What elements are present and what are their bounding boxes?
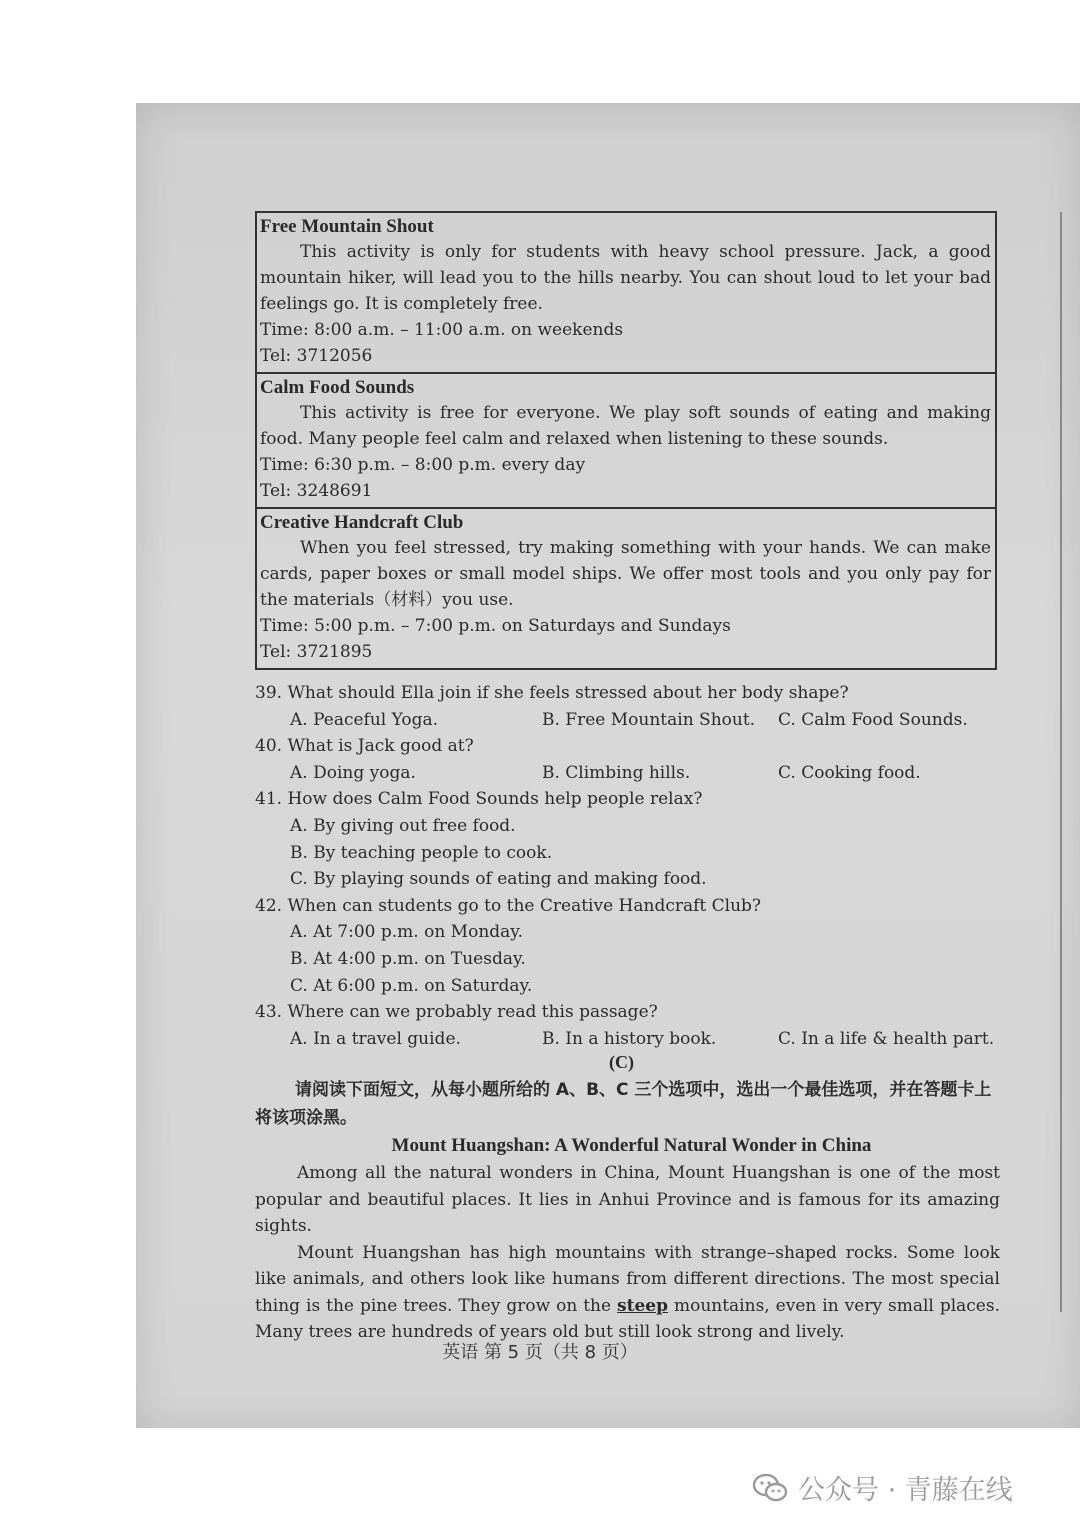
option-b: B. In a history book. xyxy=(542,1028,717,1049)
option-b: B. Climbing hills. xyxy=(542,762,691,783)
ad-body: When you feel stressed, try making something with your hands. We can make cards, paper boxes or small model ships. We offer most tools and you only pay for the materials（材料）you use. xyxy=(260,538,991,610)
question-41: 41. How does Calm Food Sounds help people relax? xyxy=(255,789,703,810)
option-b: B. Free Mountain Shout. xyxy=(542,709,756,730)
ad-tel: Tel: 3721895 xyxy=(260,642,373,662)
options-40 xyxy=(255,760,1000,787)
ad-title: Creative Handcraft Club xyxy=(260,512,464,533)
ad-creative-handcraft-club xyxy=(257,509,995,668)
ad-calm-food-sounds xyxy=(257,374,995,509)
section-c xyxy=(255,1048,1000,1346)
paragraph-text: Mount Huangshan has high mountains with strange–shaped rocks. Some look like animals, and others look like humans from different directions. The most special thing is the pine trees. They grow on the xyxy=(255,1242,1000,1316)
option-a: A. Peaceful Yoga. xyxy=(290,709,439,730)
section-instruction: 请阅读下面短文，从每小题所给的 A、B、C 三个选项中，选出一个最佳选项，并在答题卡上将该项涂黑。 xyxy=(255,1080,992,1128)
activity-table xyxy=(255,211,997,670)
ad-body: This activity is only for students with heavy school pressure. Jack, a good mountain hiker, will lead you to the hills nearby. You can shout loud to let your bad feelings go. It is completely free. xyxy=(260,242,991,314)
ad-body: This activity is free for everyone. We play soft sounds of eating and making food. Many people feel calm and relaxed when listening to these sounds. xyxy=(260,403,991,449)
section-label: (C) xyxy=(609,1052,634,1072)
question-39: 39. What should Ella join if she feels stressed about her body shape? xyxy=(255,683,849,703)
option-c: C. Cooking food. xyxy=(778,762,921,783)
option-a: A. In a travel guide. xyxy=(290,1028,461,1049)
option-c: C. Calm Food Sounds. xyxy=(778,709,968,730)
question-list xyxy=(255,680,1000,1052)
option-b: B. By teaching people to cook. xyxy=(290,842,553,863)
watermark-text: 公众号 · 青藤在线 xyxy=(798,1475,1013,1506)
question-40: 40. What is Jack good at? xyxy=(255,736,474,757)
ad-tel: Tel: 3248691 xyxy=(260,481,373,501)
passage-paragraph-1: Among all the natural wonders in China, Mount Huangshan is one of the most popular and beautiful places. It lies in Anhui Province and is famous for its amazing sights. xyxy=(255,1163,1000,1236)
option-a: A. By giving out free food. xyxy=(290,815,516,836)
option-c: C. By playing sounds of eating and making food. xyxy=(290,869,707,890)
ad-time: Time: 5:00 p.m. – 7:00 p.m. on Saturdays and Sundays xyxy=(260,616,731,636)
question-43: 43. Where can we probably read this passage? xyxy=(255,1002,658,1023)
option-b: B. At 4:00 p.m. on Tuesday. xyxy=(290,948,526,969)
question-42: 42. When can students go to the Creative Handcraft Club? xyxy=(255,895,762,916)
page-footer: 英语 第 5 页（共 8 页） xyxy=(442,1342,638,1363)
ad-free-mountain-shout xyxy=(257,213,995,374)
passage-paragraph-2 xyxy=(255,1240,1000,1346)
ad-time: Time: 6:30 p.m. – 8:00 p.m. every day xyxy=(260,455,586,475)
ad-title: Free Mountain Shout xyxy=(260,216,434,237)
option-a: A. Doing yoga. xyxy=(290,762,416,783)
ad-tel: Tel: 3712056 xyxy=(260,346,373,366)
option-c: C. In a life & health part. xyxy=(778,1028,995,1049)
options-39 xyxy=(255,707,1000,734)
wechat-icon xyxy=(752,1473,788,1503)
option-a: A. At 7:00 p.m. on Monday. xyxy=(290,922,524,943)
passage-title: Mount Huangshan: A Wonderful Natural Wonder in China xyxy=(391,1135,872,1156)
option-c: C. At 6:00 p.m. on Saturday. xyxy=(290,975,533,996)
ad-title: Calm Food Sounds xyxy=(260,377,415,398)
paragraph-text: mountains, even in very small places. Many trees are hundreds of years old but still look strong and lively. xyxy=(255,1295,1000,1342)
paper-edge xyxy=(1060,212,1062,1312)
ad-time: Time: 8:00 a.m. – 11:00 a.m. on weekends xyxy=(260,320,624,340)
watermark xyxy=(752,1468,1013,1507)
underlined-word: steep xyxy=(617,1295,668,1316)
